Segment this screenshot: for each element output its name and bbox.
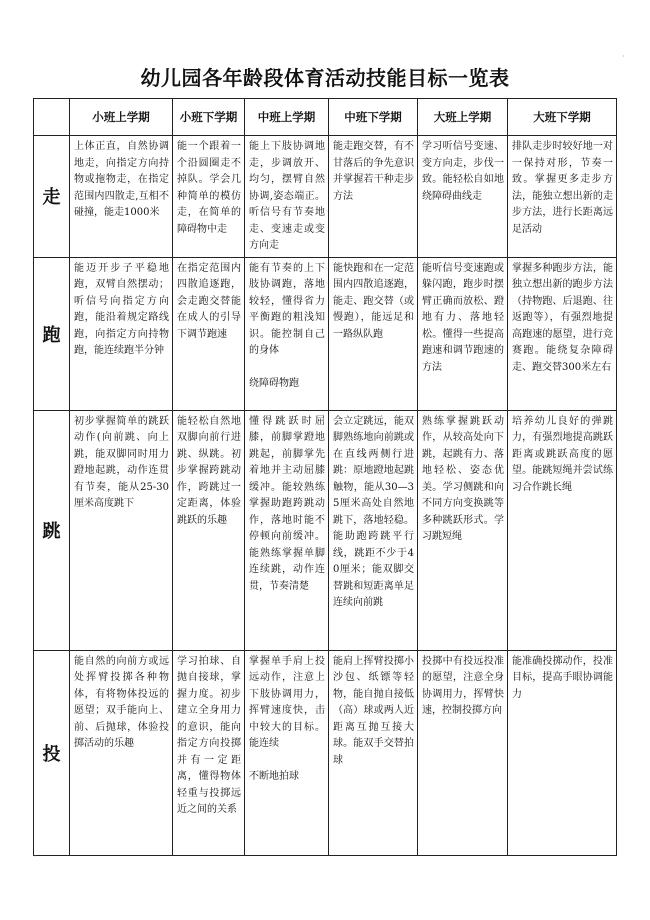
table-cell: 能一个跟着一个沿圆圈走不掉队。学会几种简单的模仿走，在简单的障碍物中走 <box>173 136 245 258</box>
table-cell: 能走跑交替，有不甘落后的争先意识并掌握若干种走步方法 <box>329 136 418 258</box>
table-cell: 能准确投掷动作，投准目标，提高手眼协调能力 <box>508 650 617 855</box>
header-middle-class-first-term: 中班上学期 <box>245 99 329 136</box>
table-cell: 能肩上挥臂投掷小沙包、纸镖等轻物，能自抛自接低（高）球或两人近距离互抛互接大球。能双手交替拍球 <box>329 650 418 855</box>
row-label-throw: 投 <box>34 650 70 855</box>
table-cell: 熟练掌握跳跃动作，从较高处向下跳，起跳有力、落地轻松、姿态优美。学习侧跳和向不同方向变换跳等多种跳跃形式。学习跳短绳 <box>418 410 508 650</box>
header-large-class-second-term: 大班下学期 <box>508 99 617 136</box>
table-cell: 懂得跳跃时屈膝，前脚掌蹬地跳起，前脚掌先着地并主动屈膝缓冲。能较熟练掌握助跑跨跳动作，落地时能不停顿向前缓冲。能熟练掌握单脚连续跳，动作连贯，节奏清楚 <box>245 410 329 650</box>
page-title: 幼儿园各年龄段体育活动技能目标一览表 <box>140 66 510 90</box>
header-corner <box>34 99 70 136</box>
table-row-walk <box>34 136 617 258</box>
table-cell: 会立定跳远，能双脚熟练地向前跳或在直线两侧行进跳：原地蹬地起跳触物，能从30—35厘米高处自然地跳下，落地轻稳。能助跑跨跳平行线，跳距不少于40厘米；能双脚交替跳和短距离单足连续向前跳 <box>329 410 418 650</box>
header-small-class-second-term: 小班下学期 <box>173 99 245 136</box>
header-large-class-first-term: 大班上学期 <box>418 99 508 136</box>
table-cell: 能迈开步子平稳地跑，双臂自然摆动；听信号向指定方向跑，能沿着规定路线跑，向指定方向持物跑，能连续跑半分钟 <box>70 257 173 410</box>
table-cell: 能快跑和在一定范围内四散追逐跑，能走、跑交替（或慢跑），能远足和一路纵队跑 <box>329 257 418 410</box>
row-label-run: 跑 <box>34 257 70 410</box>
table-cell: 能轻松自然地双脚向前行进跳、纵跳。初步掌握跨跳动作，跨跳过一定距离，体验跳跃的乐趣 <box>173 410 245 650</box>
scan-mark-dot: · <box>34 852 37 861</box>
table-cell: 掌握多种跑步方法，能独立想出新的跑步方法（持物跑、后退跑、往返跑等），有强烈地提高跑速的愿望，进行竞赛跑。能绕复杂障碍走、跑交替300米左右 <box>508 257 617 410</box>
table-cell: 培养幼儿良好的弹跳力，有强烈地提高跳跃距离或跳跃高度的愿望。能跳短绳并尝试练习合作跳长绳 <box>508 410 617 650</box>
table-cell: 掌握单手肩上投远动作，注意上下肢协调用力，挥臂速度快，击中较大的目标。能连续 不断地拍球 <box>245 650 329 855</box>
table-row-run <box>34 257 617 410</box>
table-cell: 排队走步时较好地一对一保持对形，节奏一致。掌握更多走步方法，能独立想出新的走步方法，进行长距离远足活动 <box>508 136 617 258</box>
table-cell: 初步掌握简单的跳跃动作(向前跳、向上跳，能双脚同时用力蹬地起跳，动作连贯有节奏，能从25-30厘米高度跳下 <box>70 410 173 650</box>
table-cell: 能自然的向前方或远处挥臂投掷各种物体，有将物体投远的愿望；双手能向上、前、后抛球，体验投掷活动的乐趣 <box>70 650 173 855</box>
table-cell: 能上下肢协调地走，步调放开、均匀，摆臂自然协调,姿态端正。听信号有节奏地走、变速走或变方向走 <box>245 136 329 258</box>
skills-table <box>33 98 617 856</box>
table-cell: 在指定范围内四散追逐跑，会走跑交替能在成人的引导下调节跑速 <box>173 257 245 410</box>
row-label-walk: 走 <box>34 136 70 258</box>
header-row <box>34 99 617 136</box>
table-cell: 学习听信号变速、变方向走，步伐一致。能轻松自如地绕障碍曲线走 <box>418 136 508 258</box>
table-row-throw <box>34 650 617 855</box>
table-cell: 上体正直，自然协调地走，向指定方向持物或拖物走，在指定范围内四散走,互相不碰撞，能走1000米 <box>70 136 173 258</box>
scan-mark-dot: · <box>622 52 625 61</box>
table-cell: 学习拍球、自抛自接球，掌握力度。初步建立全身用力的意识，能向指定方向投掷并有一定距离，懂得物体轻重与投掷远近之间的关系 <box>173 650 245 855</box>
table-row-jump <box>34 410 617 650</box>
table-cell: 投掷中有投远投准的愿望，注意全身协调用力，挥臂快速，控制投掷方向 <box>418 650 508 855</box>
table-cell: 能有节奏的上下肢协调跑，落地较轻，懂得省力平衡跑的粗浅知识。能控制自己的身体 绕障碍物跑 <box>245 257 329 410</box>
row-label-jump: 跳 <box>34 410 70 650</box>
table-cell: 能听信号变速跑或躲闪跑，跑步时摆臂正确而放松、蹬地有力、落地轻松。懂得一些提高跑速和调节跑速的方法 <box>418 257 508 410</box>
header-small-class-first-term: 小班上学期 <box>70 99 173 136</box>
header-middle-class-second-term: 中班下学期 <box>329 99 418 136</box>
